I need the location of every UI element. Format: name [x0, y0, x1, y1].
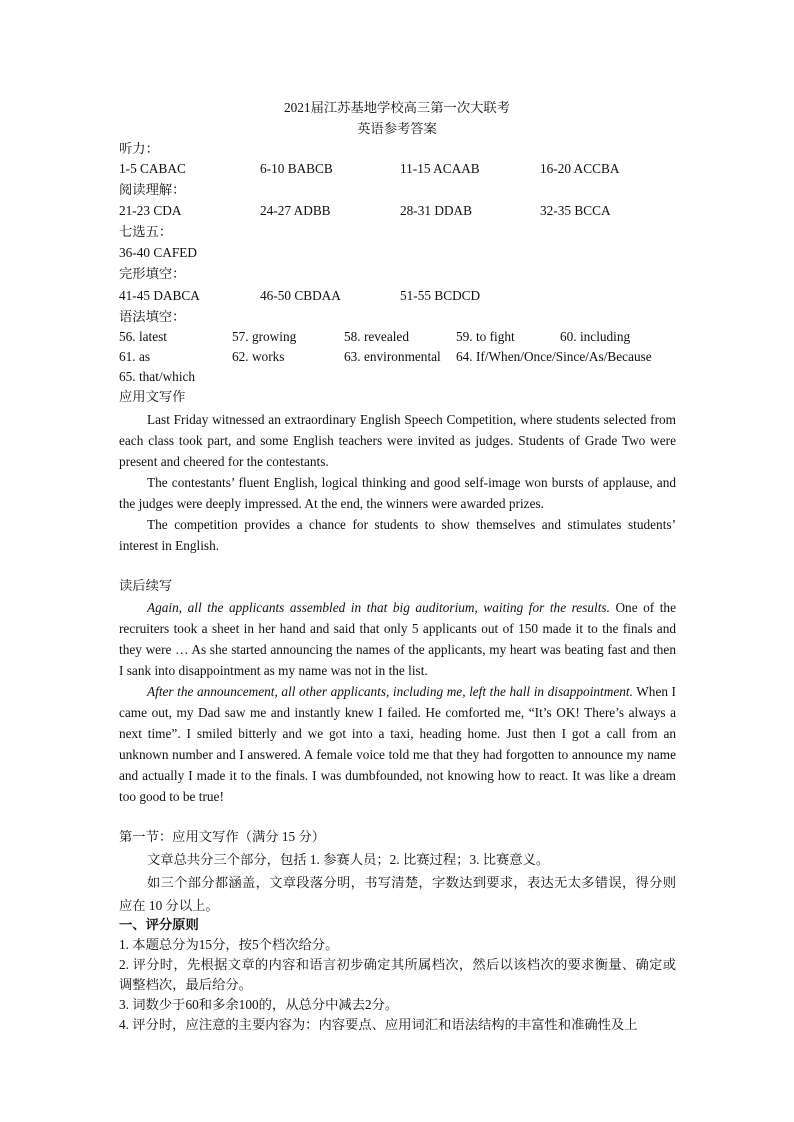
continuation-body: When I came out, my Dad saw me and instantly knew I failed. He comforted me, “It’s OK! There’s always a next time”. I smiled bitterly and we got into a taxi, heading home. Just then I got a call from an unknown number and I answered. A female voice told me that they had forgotten to announce my name and actually I made it to the finals. I was dumbfounded, not knowing how to react. It was like a dream too good to be true!: [119, 684, 676, 804]
practical-writing-heading: 应用文写作: [119, 389, 186, 404]
practical-paragraph-2: The contestants’ fluent English, logical thinking and good self-image won bursts of applause, and the judges were deeply impressed. At the end, the winners were awarded prizes.: [119, 475, 676, 511]
answer-group: 24-27 ADBB: [260, 203, 331, 218]
continuation-body: One of the recruiters took a sheet in her hand and said that only 5 applicants out of 150 made it to the finals and they were … As she started announcing the names of the applicants, my heart was beating fast and then I sank into disappointment as my name was not in the list.: [119, 600, 676, 678]
principle-item: 4. 评分时，应注意的主要内容为：内容要点、应用词汇和语法结构的丰富性和准确性及上: [119, 1017, 638, 1032]
grammar-answer: 61. as: [119, 349, 151, 364]
answer-group: 41-45 DABCA: [119, 288, 200, 303]
continuation-paragraph-2: [119, 681, 676, 807]
answer-group: 28-31 DDAB: [400, 203, 473, 218]
cloze-heading: 完形填空：: [119, 266, 186, 281]
scoring-section-title: 第一节：应用文写作（满分 15 分）: [119, 829, 326, 844]
grammar-answer: 58. revealed: [344, 329, 409, 344]
scoring-description-1: 文章总共分三个部分，包括 1. 参赛人员；2. 比赛过程；3. 比赛意义。: [147, 852, 550, 867]
header: [0, 97, 794, 139]
practical-paragraph-3: The competition provides a chance for students to show themselves and stimulates students’ interest in English.: [119, 517, 676, 553]
principle-item: 1. 本题总分为15分，按5个档次给分。: [119, 937, 339, 952]
practical-paragraph-1: Last Friday witnessed an extraordinary English Speech Competition, where students selected from each class took part, and some English teachers were invited as judges. Students of Grade Two were present and cheered for the contestants.: [119, 412, 676, 469]
answer-group: 16-20 ACCBA: [540, 161, 620, 176]
page-subtitle: 英语参考答案: [357, 121, 437, 136]
answer-group: 51-55 BCDCD: [400, 288, 481, 303]
answer-group: 11-15 ACAAB: [400, 161, 480, 176]
answer-group: 21-23 CDA: [119, 203, 182, 218]
grammar-answer: 64. If/When/Once/Since/As/Because: [456, 349, 652, 364]
page-title: 2021届江苏基地学校高三第一次大联考: [283, 100, 511, 115]
answer-group: 36-40 CAFED: [119, 245, 197, 260]
principle-item: 3. 词数少于60和多余100的，从总分中减去2分。: [119, 997, 399, 1012]
listening-heading: 听力：: [119, 141, 159, 156]
grammar-answer: 62. works: [232, 349, 285, 364]
grammar-answer: 56. latest: [119, 329, 168, 344]
answer-group: 32-35 BCCA: [540, 203, 611, 218]
seven-five-heading: 七选五：: [119, 224, 173, 239]
answer-group: 6-10 BABCB: [260, 161, 333, 176]
grammar-answer: 63. environmental: [344, 349, 441, 364]
grammar-answer: 59. to fight: [456, 329, 515, 344]
grammar-heading: 语法填空：: [119, 309, 186, 324]
answer-group: 46-50 CBDAA: [260, 288, 341, 303]
principle-item: 2. 评分时，先根据文章的内容和语言初步确定其所属档次，然后以该档次的要求衡量、确定或调整档次，最后给分。: [119, 957, 676, 992]
principles-heading: 一、评分原则: [119, 917, 199, 932]
grammar-answer: 65. that/which: [119, 369, 196, 384]
continuation-paragraph-1: [119, 597, 676, 681]
continuation-opening-sentence: After the announcement, all other applicants, including me, left the hall in disappointment.: [147, 684, 633, 699]
grammar-answer: 57. growing: [232, 329, 297, 344]
answer-group: 1-5 CABAC: [119, 161, 186, 176]
scoring-description-2: 如三个部分都涵盖，文章段落分明，书写清楚，字数达到要求，表达无太多错误，得分则应在 10 分以上。: [119, 875, 676, 913]
grammar-answer: 60. including: [560, 329, 631, 344]
continuation-opening-sentence: Again, all the applicants assembled in that big auditorium, waiting for the results.: [147, 600, 610, 615]
reading-heading: 阅读理解：: [119, 182, 186, 197]
continuation-heading: 读后续写: [119, 578, 173, 593]
